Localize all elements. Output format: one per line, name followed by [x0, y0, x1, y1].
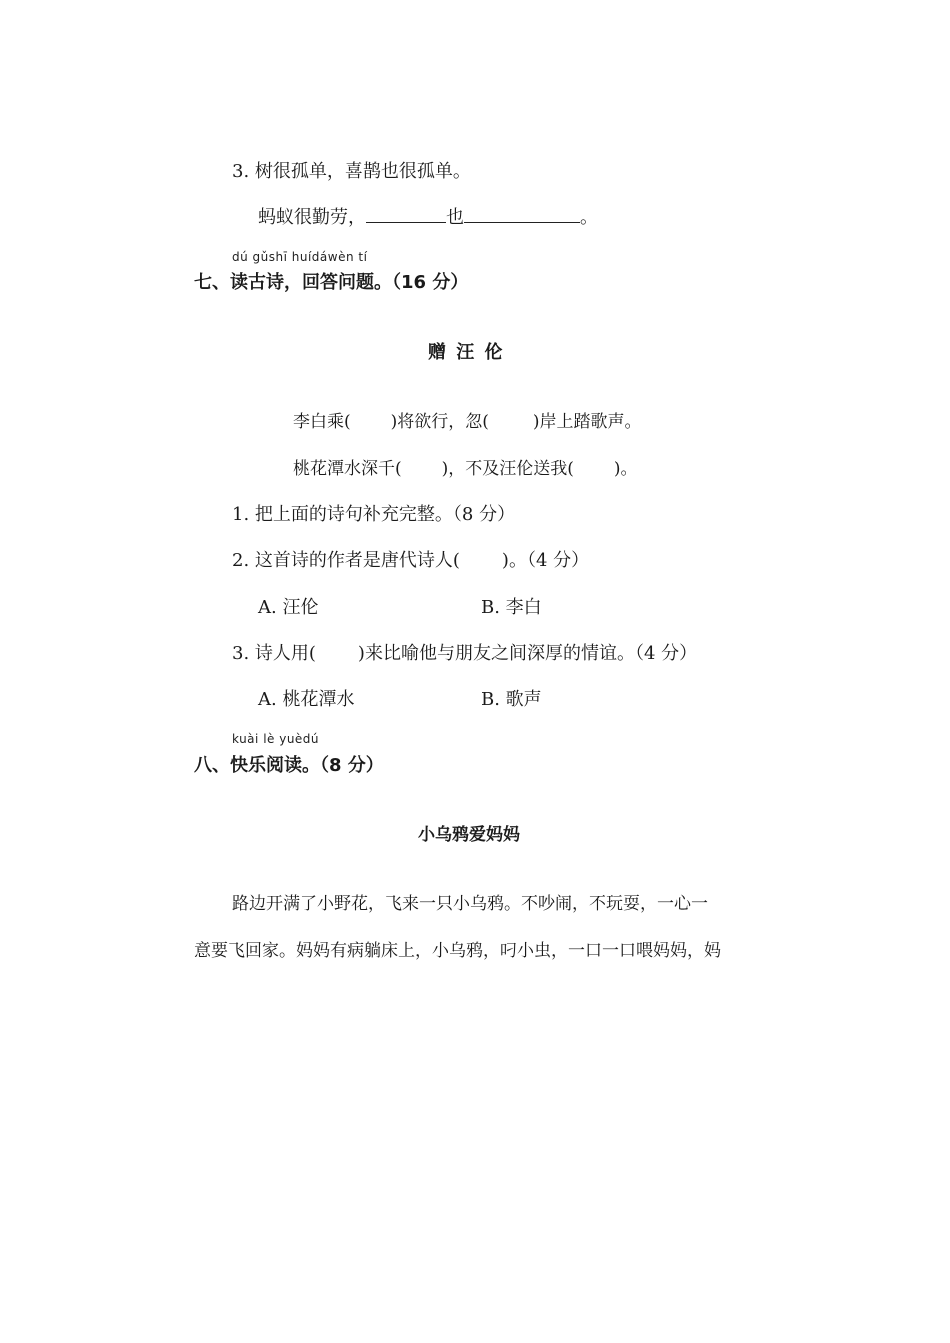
- poem-line-2-c: )。: [613, 459, 638, 479]
- s7-q1: 1. 把上面的诗句补充完整。（8 分）: [232, 504, 516, 525]
- story-title: 小乌鸦爱妈妈: [418, 825, 520, 845]
- s7-q3-b: )来比喻他与朋友之间深厚的情谊。（4 分）: [357, 643, 698, 664]
- poem-line-2: [293, 454, 638, 479]
- poem-line-1: [293, 407, 642, 432]
- poem-line-2-b: )，不及汪伦送我(: [441, 459, 574, 479]
- story-para-line-1: 路边开满了小野花，飞来一只小乌鸦。不吵闹，不玩耍，一心一: [232, 894, 708, 914]
- s8-pinyin: kuài lè yuèdú: [232, 732, 320, 746]
- s6-q3-line2-mid: 也: [446, 207, 464, 228]
- poem-line-2-a: 桃花潭水深千(: [293, 459, 402, 479]
- poem-line-1-a: 李白乘(: [293, 412, 351, 432]
- s7-q2-b: )。（4 分）: [501, 550, 590, 571]
- s7-q2-option-b[interactable]: B. 李白: [481, 597, 542, 618]
- answer-blank-1[interactable]: [366, 206, 446, 223]
- poem-title: 赠 汪 伦: [428, 342, 505, 363]
- s6-q3-line2-start: 蚂蚁很勤劳，: [258, 207, 366, 228]
- s7-q3: [232, 639, 697, 665]
- s7-q2-a: 2. 这首诗的作者是唐代诗人(: [232, 550, 460, 571]
- poem-line-1-b: )将欲行，忽(: [390, 412, 489, 432]
- s7-pinyin: dú gǔshī huídáwèn tí: [232, 250, 368, 264]
- s7-q3-a: 3. 诗人用(: [232, 643, 316, 664]
- poem-line-1-c: )岸上踏歌声。: [532, 412, 642, 432]
- s7-q3-option-a[interactable]: A. 桃花潭水: [258, 689, 355, 710]
- s7-q2: [232, 546, 589, 572]
- answer-blank-2[interactable]: [464, 206, 580, 223]
- s8-heading: 八、快乐阅读。（8 分）: [194, 755, 384, 776]
- s6-q3-line1: 3. 树很孤单，喜鹊也很孤单。: [232, 161, 471, 182]
- s7-q2-option-a[interactable]: A. 汪伦: [258, 597, 319, 618]
- s6-q3-line2-end: 。: [580, 207, 598, 228]
- story-para-line-2: 意要飞回家。妈妈有病躺床上，小乌鸦，叼小虫，一口一口喂妈妈，妈: [194, 941, 721, 961]
- s6-q3-line2: [258, 203, 598, 229]
- s7-heading: 七、读古诗，回答问题。（16 分）: [194, 272, 469, 293]
- s7-q3-option-b[interactable]: B. 歌声: [481, 689, 542, 710]
